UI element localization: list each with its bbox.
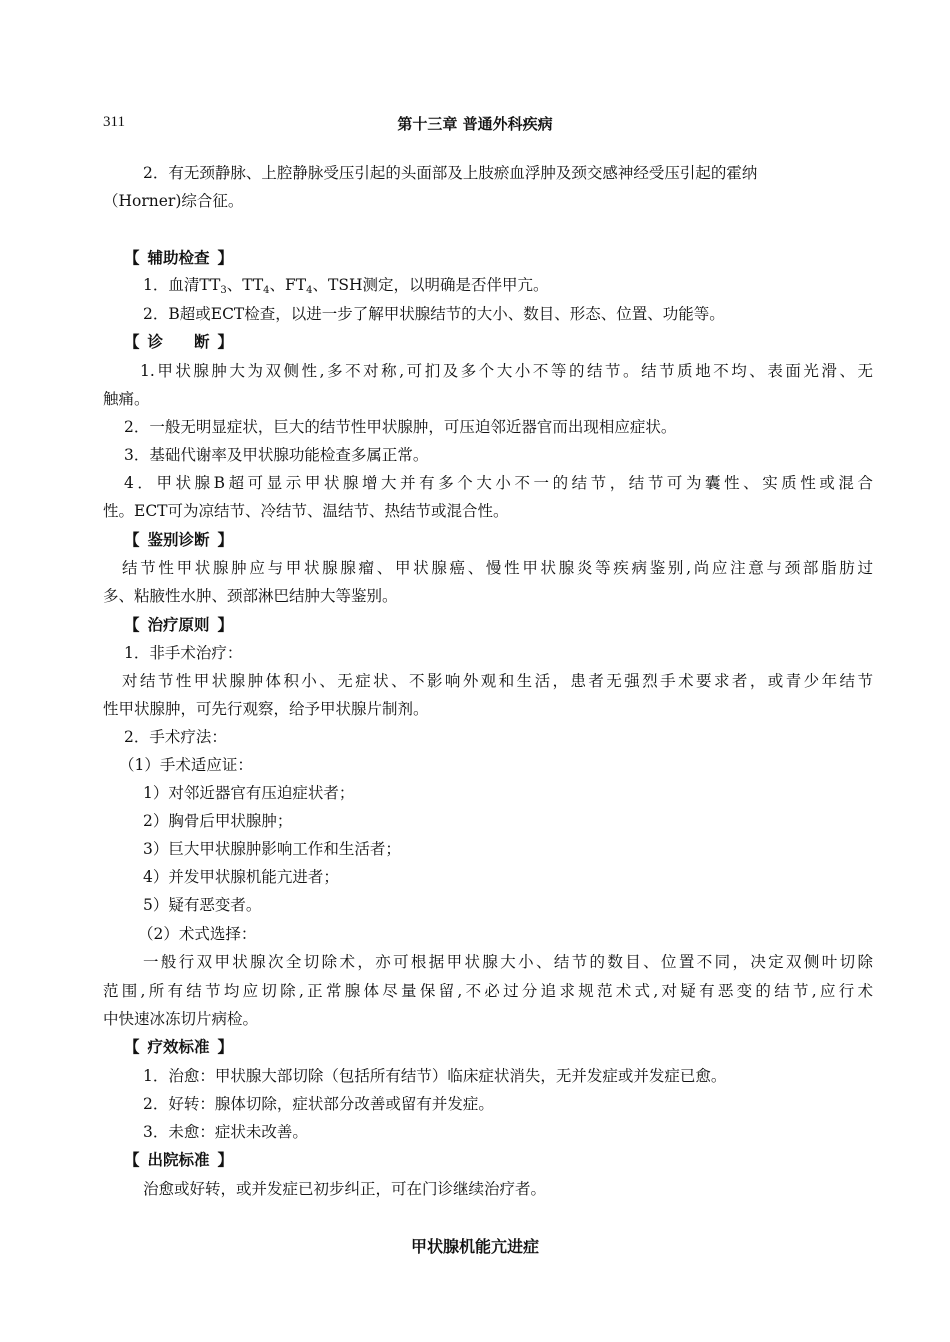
- discharge-text: 治愈或好转，或并发症已初步纠正，可在门诊继续治疗者。: [143, 1180, 547, 1198]
- differential-text: 结节性甲状腺肿应与甲状腺腺瘤、甲状腺癌、慢性甲状腺炎等疾病鉴别,尚应注意与颈部脂肪过: [122, 559, 873, 577]
- indication-item: 3）巨大甲状腺肿影响工作和生活者；: [143, 840, 401, 858]
- indication-item: 1）对邻近器官有压迫症状者；: [143, 784, 355, 802]
- intro-line: 2．有无颈静脉、上腔静脉受压引起的头面部及上肢瘀血浮肿及颈交感神经受压引起的霍纳: [143, 164, 758, 182]
- treatment-item: 1．非手术治疗：: [124, 644, 243, 662]
- treatment-text: 对结节性甲状腺肿体积小、无症状、不影响外观和生活，患者无强烈手术要求者，或青少年结节: [122, 672, 873, 690]
- section-heading-efficacy: 【 疗效标准 】: [124, 1038, 234, 1056]
- treatment-text: 中快速冰冻切片病检。: [103, 1010, 259, 1028]
- indication-item: 5）疑有恶变者。: [143, 896, 262, 914]
- treatment-subheading: （1）手术适应证：: [119, 756, 253, 774]
- aux-exam-item: 2．B超或ECT检查，以进一步了解甲状腺结节的大小、数目、形态、位置、功能等。: [143, 305, 725, 323]
- diagnosis-item: 触痛。: [103, 390, 150, 408]
- diagnosis-item: 4．甲状腺B超可显示甲状腺增大并有多个大小不一的结节，结节可为囊性、实质性或混合: [124, 474, 873, 492]
- diagnosis-item: 1.甲状腺肿大为双侧性,多不对称,可扪及多个大小不等的结节。结节质地不均、表面光滑、无: [140, 362, 873, 380]
- next-section-title: 甲状腺机能亢进症: [410, 1237, 539, 1256]
- aux-exam-item: 1．血清$TT_3$、$TT_4$、$FT_4$、TSH测定，以明确是否伴甲亢。: [143, 276, 549, 296]
- efficacy-item: 3．未愈：症状未改善。: [143, 1123, 308, 1141]
- efficacy-item: 2．好转：腺体切除，症状部分改善或留有并发症。: [143, 1095, 494, 1113]
- differential-text: 多、粘腋性水肿、颈部淋巴结肿大等鉴别。: [103, 587, 398, 605]
- diagnosis-item: 3．基础代谢率及甲状腺功能检查多属正常。: [124, 446, 429, 464]
- intro-line: （Horner)综合征。: [103, 192, 244, 210]
- section-heading-differential: 【 鉴别诊断 】: [124, 531, 234, 549]
- section-heading-diagnosis: 【 诊 断 】: [124, 333, 234, 351]
- section-heading-treatment: 【 治疗原则 】: [124, 616, 234, 634]
- diagnosis-item: 性。ECT可为凉结节、冷结节、温结节、热结节或混合性。: [103, 502, 509, 520]
- treatment-text: 范围,所有结节均应切除,正常腺体尽量保留,不必过分追求规范术式,对疑有恶变的结节,应行术: [103, 982, 873, 1000]
- diagnosis-item: 2．一般无明显症状，巨大的结节性甲状腺肿，可压迫邻近器官而出现相应症状。: [124, 418, 677, 436]
- section-heading-discharge: 【 出院标准 】: [124, 1151, 234, 1169]
- treatment-text: 一般行双甲状腺次全切除术，亦可根据甲状腺大小、结节的数目、位置不同，决定双侧叶切除: [143, 953, 873, 971]
- indication-item: 4）并发甲状腺机能亢进者；: [143, 868, 339, 886]
- treatment-item: 2．手术疗法：: [124, 728, 227, 746]
- treatment-subheading: （2）术式选择：: [138, 925, 257, 943]
- chapter-title: 第十三章 普通外科疾病: [397, 115, 553, 133]
- page-number: 311: [103, 114, 125, 130]
- treatment-text: 性甲状腺肿，可先行观察，给予甲状腺片制剂。: [103, 700, 429, 718]
- section-heading-aux-exam: 【 辅助检查 】: [124, 249, 234, 267]
- indication-item: 2）胸骨后甲状腺肿；: [143, 812, 293, 830]
- efficacy-item: 1．治愈：甲状腺大部切除（包括所有结节）临床症状消失，无并发症或并发症已愈。: [143, 1067, 727, 1085]
